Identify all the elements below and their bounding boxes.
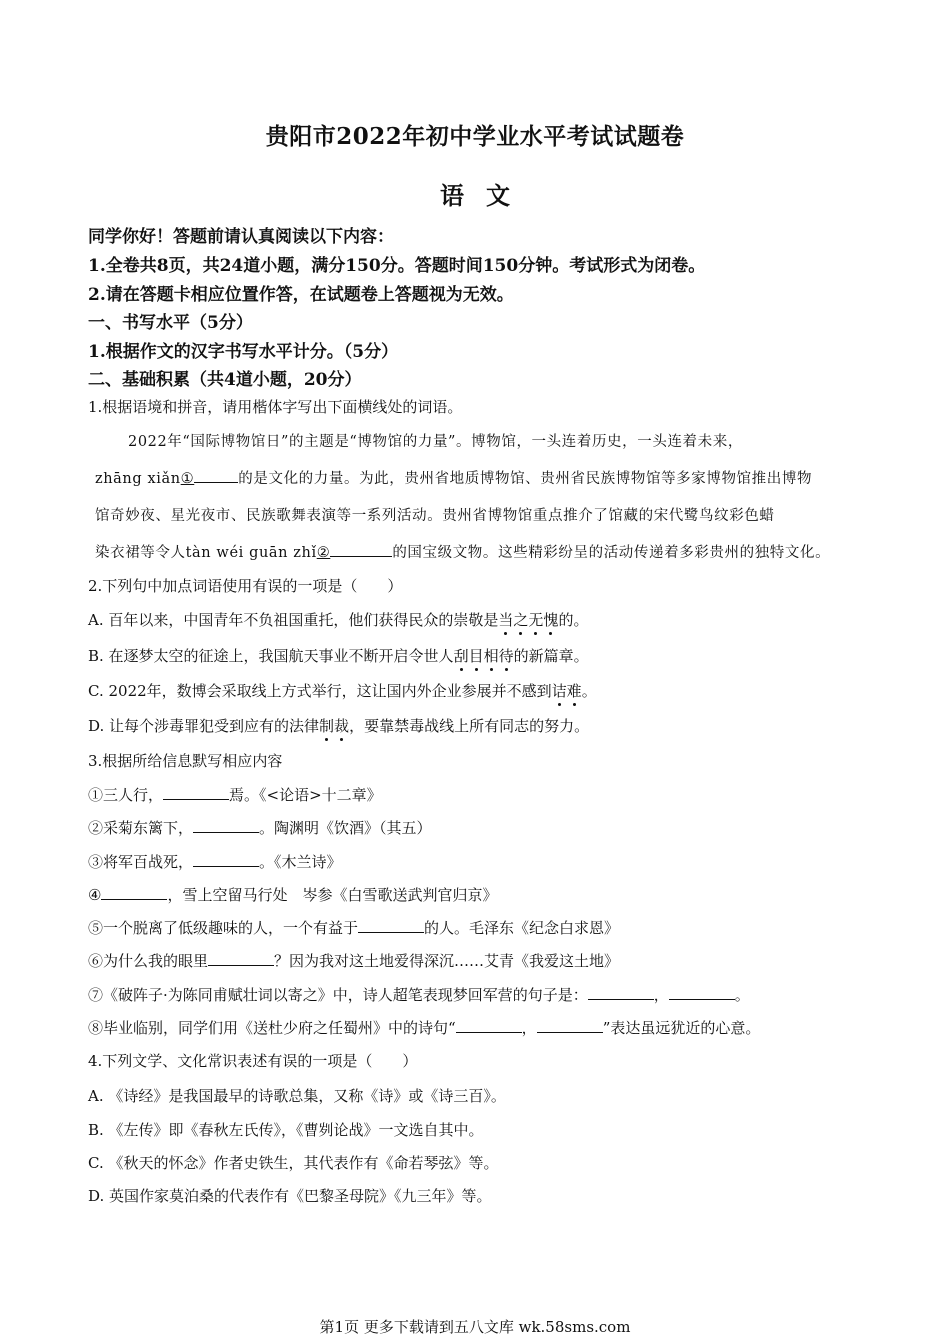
recite-blank-6[interactable] [208, 951, 274, 966]
emphasis-char: 之 [513, 611, 529, 629]
page-footer: 第1页 更多下载请到五八文库 wk.58sms.com [319, 1318, 631, 1336]
recite-blank-3[interactable] [193, 852, 259, 867]
recite-5-pre: ⑤一个脱离了低级趣味的人，一个有益于 [88, 919, 359, 937]
question-4-option-d: D. 英国作家莫泊桑的代表作有《巴黎圣母院》《九三年》等。 [88, 1187, 492, 1205]
passage-line-3: 馆奇妙夜、星光夜市、民族歌舞表演等一系列活动。贵州省博物馆重点推介了馆藏的宋代鹭鸟纹彩色蜡 [95, 508, 775, 524]
subject-title: 语文 [440, 181, 532, 210]
option-b-text: B. 在逐梦太空的征途上，我国航天事业不断开启令世人 [88, 647, 454, 665]
recite-8-pre: ⑧毕业临别，同学们用《送杜少府之任蜀州》中的诗句“ [88, 1019, 456, 1037]
recite-5-post: 的人。毛泽东《纪念白求恩》 [424, 919, 620, 937]
recite-blank-2[interactable] [193, 818, 259, 833]
emphasis-char: 目 [468, 647, 484, 665]
recite-7-post: 。 [734, 986, 750, 1004]
option-b-post: 的新篇章。 [513, 647, 589, 665]
emphasis-char: 愧 [543, 611, 559, 629]
question-2-option-c [88, 680, 597, 701]
recite-2-post: 。陶渊明《饮酒》（其五） [259, 819, 432, 837]
emphasis-char: 当 [498, 611, 514, 629]
question-2-stem: 2.下列句中加点词语使用有误的一项是（ ） [88, 577, 403, 595]
option-c-post: 。 [581, 682, 597, 700]
option-c-text: C. 2022年，数博会采取线上方式举行，这让国内外企业参展并不感到 [88, 682, 552, 700]
option-a-dotted [498, 611, 558, 629]
question-2-option-b [88, 645, 589, 666]
recite-item-8 [88, 1017, 760, 1038]
recite-6-post: ？因为我对这土地爱得深沉……艾青《我爱这土地》 [274, 952, 620, 970]
recite-item-6 [88, 950, 619, 971]
emphasis-char: 制 [319, 717, 335, 735]
passage-line-2-text: 的是文化的力量。为此，贵州省地质博物馆、贵州省民族博物馆等多家博物馆推出博物 [238, 471, 813, 487]
page-title: 贵阳市2022年初中学业水平考试试题卷 [265, 123, 685, 150]
emphasis-char: 待 [498, 647, 514, 665]
recite-1-post: 焉。《<论语>十二章》 [229, 786, 382, 804]
instruction-item-1: 1.全卷共8页，共24道小题，满分150分。答题时间150分钟。考试形式为闭卷。 [88, 256, 706, 276]
section-1-heading: 一、书写水平（5分） [88, 313, 253, 333]
option-c-dotted [552, 682, 582, 700]
recite-3-pre: ③将军百战死， [88, 853, 194, 871]
recite-6-pre: ⑥为什么我的眼里 [88, 952, 209, 970]
blank-marker-2: ② [316, 545, 331, 561]
pinyin-2: tàn wéi guān zhǐ [185, 545, 317, 561]
instruction-item-2: 2.请在答题卡相应位置作答，在试题卷上答题视为无效。 [88, 285, 514, 305]
recite-1-pre: ①三人行， [88, 786, 164, 804]
question-1-stem: 1.根据语境和拼音，请用楷体字写出下面横线处的词语。 [88, 398, 463, 416]
emphasis-char: 难 [566, 682, 582, 700]
recite-blank-8b[interactable] [537, 1018, 603, 1033]
question-3-stem: 3.根据所给信息默写相应内容 [88, 752, 283, 770]
recite-item-4 [88, 884, 497, 905]
recite-blank-5[interactable] [358, 918, 424, 933]
question-4-option-a: A. 《诗经》是我国最早的诗歌总集，又称《诗》或《诗三百》。 [88, 1087, 506, 1105]
recite-8-mid: ， [521, 1019, 537, 1037]
recite-3-post: 。《木兰诗》 [259, 853, 342, 871]
recite-blank-8a[interactable] [456, 1018, 522, 1033]
section-2-heading: 二、基础积累（共4道小题，20分） [88, 370, 362, 390]
pinyin-1: zhāng xiǎn [95, 471, 181, 487]
option-d-text: D. 让每个涉毒罪犯受到应有的法律 [88, 717, 320, 735]
recite-7-pre: ⑦《破阵子·为陈同甫赋壮词以寄之》中，诗人超笔表现梦回军营的句子是： [88, 986, 588, 1004]
option-b-dotted [454, 647, 514, 665]
question-2-option-d [88, 715, 589, 736]
emphasis-char: 相 [483, 647, 499, 665]
recite-item-3 [88, 851, 342, 872]
recite-item-1 [88, 784, 382, 805]
recite-item-7 [88, 984, 750, 1005]
recite-4-post: ，雪上空留马行处 岑参《白雪歌送武判官归京》 [167, 886, 498, 904]
recite-7-mid: ， [653, 986, 669, 1004]
question-4-stem: 4.下列文学、文化常识表述有误的一项是（ ） [88, 1052, 418, 1070]
recite-blank-7b[interactable] [669, 985, 735, 1000]
recite-blank-1[interactable] [163, 785, 229, 800]
emphasis-char: 无 [528, 611, 544, 629]
option-d-post: ，要靠禁毒战线上所有同志的努力。 [349, 717, 590, 735]
option-a-text: A. 百年以来，中国青年不负祖国重托，他们获得民众的崇敬是 [88, 611, 499, 629]
emphasis-char: 诘 [551, 682, 567, 700]
recite-item-2 [88, 817, 432, 838]
recite-blank-7a[interactable] [588, 985, 654, 1000]
passage-line-4 [95, 541, 830, 562]
recite-8-post: ”表达虽远犹近的心意。 [602, 1019, 761, 1037]
option-d-dotted [319, 717, 349, 735]
passage-line-4-text: 的国宝级文物。这些精彩纷呈的活动传递着多彩贵州的独特文化。 [392, 545, 831, 561]
recite-blank-4[interactable] [101, 885, 167, 900]
passage-line-2 [95, 467, 812, 488]
section-1-question: 1.根据作文的汉字书写水平计分。（5分） [88, 342, 399, 362]
recite-2-pre: ②采菊东篱下， [88, 819, 194, 837]
option-a-post: 的。 [558, 611, 589, 629]
passage-line-4-pre: 染衣裙等令人 [95, 545, 186, 561]
question-4-option-b: B. 《左传》即《春秋左氏传》，《曹刿论战》一文选自其中。 [88, 1121, 484, 1139]
emphasis-char: 刮 [453, 647, 469, 665]
question-4-option-c: C. 《秋天的怀念》作者史铁生，其代表作有《命若琴弦》等。 [88, 1154, 499, 1172]
recite-item-5 [88, 917, 619, 938]
blank-marker-1: ① [180, 471, 195, 487]
answer-blank-2[interactable] [330, 542, 392, 557]
question-2-option-a [88, 609, 588, 630]
recite-4-pre: ④ [88, 886, 102, 904]
passage-line-1: 2022年“国际博物馆日”的主题是“博物馆的力量”。博物馆，一头连着历史，一头连着未来， [128, 434, 743, 450]
instruction-greeting: 同学你好！答题前请认真阅读以下内容： [88, 227, 394, 247]
answer-blank-1[interactable] [194, 468, 238, 483]
emphasis-char: 裁 [334, 717, 350, 735]
